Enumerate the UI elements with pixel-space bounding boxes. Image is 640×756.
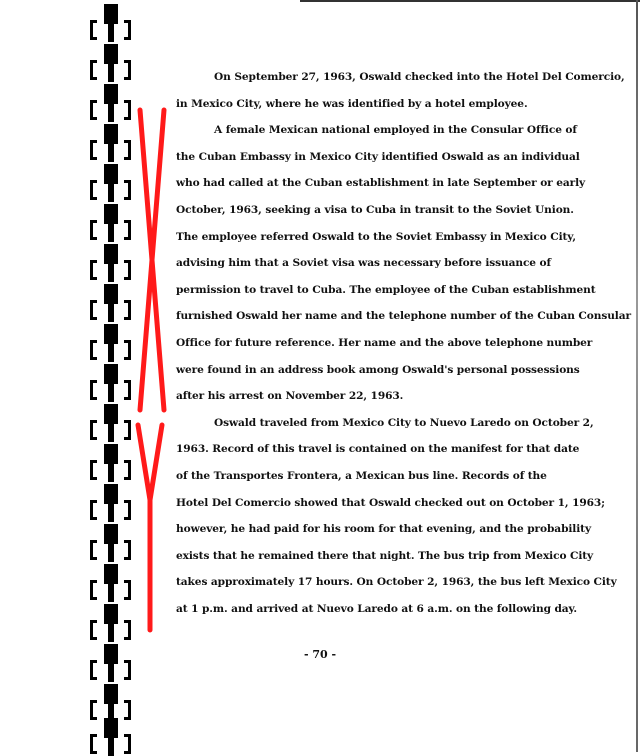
paragraph-hotel-checkin: [176, 64, 625, 117]
text-line: exists that he remained there that night. The bus trip from Mexico City: [176, 549, 594, 562]
text-line: takes approximately 17 hours. On October 2, 1963, the bus left Mexico City: [176, 576, 617, 589]
text-line: after his arrest on November 22, 1963.: [176, 390, 404, 403]
red-margin-marks: [130, 100, 170, 640]
text-line: furnished Oswald her name and the telephone number of the Cuban Consular: [176, 310, 631, 323]
text-line: in Mexico City, where he was identified by a hotel employee.: [176, 97, 528, 110]
page-top-edge: [300, 0, 640, 2]
text-line: permission to travel to Cuba. The employee of the Cuban establishment: [176, 283, 596, 296]
page-number: - 70 -: [303, 648, 337, 661]
text-line: were found in an address book among Oswald's personal possessions: [176, 363, 580, 376]
text-line: the Cuban Embassy in Mexico City identified Oswald as an individual: [176, 150, 580, 163]
binding-ring: [84, 8, 144, 38]
page-right-edge: [636, 0, 638, 752]
text-line: at 1 p.m. and arrived at Nuevo Laredo at 6 a.m. on the following day.: [176, 602, 577, 615]
text-line: advising him that a Soviet visa was necessary before issuance of: [176, 257, 551, 270]
text-line: The employee referred Oswald to the Soviet Embassy in Mexico City,: [176, 230, 576, 243]
text-line: October, 1963, seeking a visa to Cuba in transit to the Soviet Union.: [176, 203, 574, 216]
paragraph-cuban-embassy: [176, 117, 631, 410]
binding-ring: [84, 722, 144, 752]
red-mark-y-right-arm: [150, 425, 162, 500]
binding-ring: [84, 688, 144, 718]
body-text: [176, 64, 631, 622]
binding-ring: [84, 48, 144, 78]
text-line: Office for future reference. Her name and the above telephone number: [176, 336, 593, 349]
text-line: however, he had paid for his room for that evening, and the probability: [176, 523, 592, 536]
red-mark-y-left-arm: [138, 425, 150, 500]
text-line: of the Transportes Frontera, a Mexican bus line. Records of the: [176, 469, 547, 482]
paragraph-travel-nuevo-laredo: [176, 410, 617, 623]
text-line: who had called at the Cuban establishment in late September or early: [176, 177, 586, 190]
text-line: Oswald traveled from Mexico City to Nuevo Laredo on October 2,: [214, 416, 594, 429]
text-line: Hotel Del Comercio showed that Oswald checked out on October 1, 1963;: [176, 496, 605, 509]
text-line: On September 27, 1963, Oswald checked into the Hotel Del Comercio,: [214, 71, 625, 83]
text-line: 1963. Record of this travel is contained on the manifest for that date: [176, 443, 580, 456]
text-line: A female Mexican national employed in the Consular Office of: [214, 124, 577, 137]
